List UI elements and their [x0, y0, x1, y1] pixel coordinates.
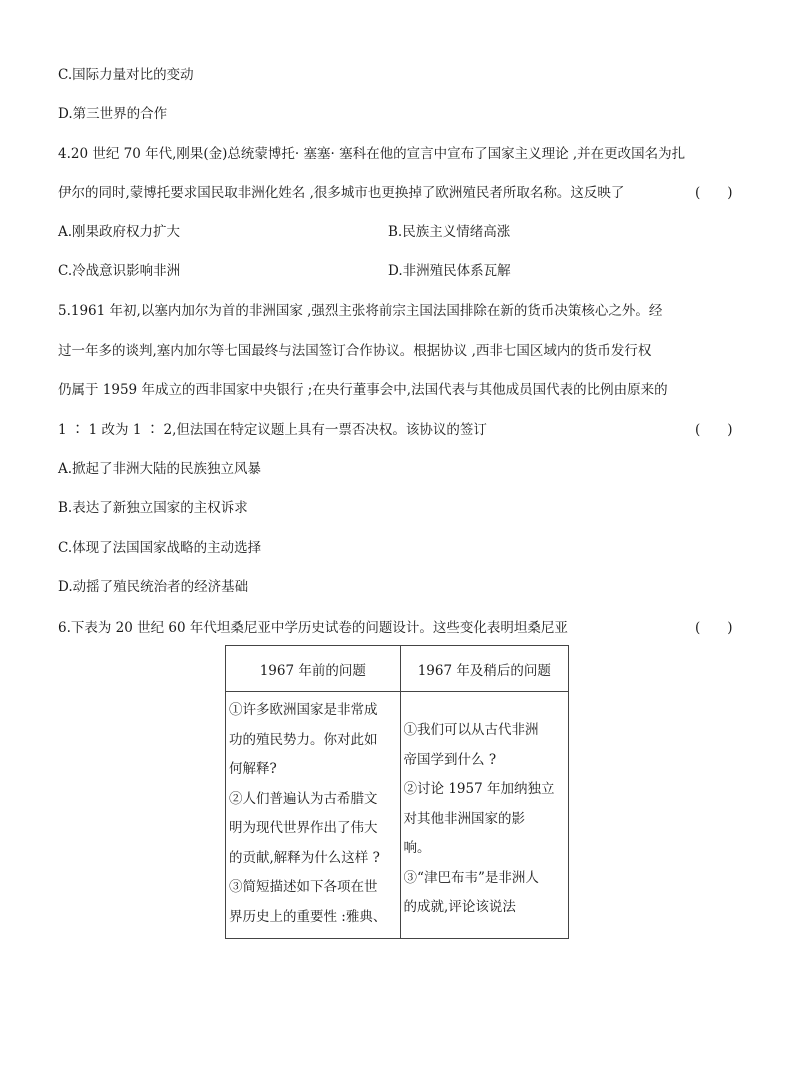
cell-line: 帝国学到什么 ? [403, 751, 497, 768]
cell-line: 功的殖民势力。你对此如 [229, 731, 378, 748]
cell-line: ③简短描述如下各项在世 [229, 879, 378, 895]
q3-option-c: C.国际力量对比的变动 [58, 67, 194, 83]
table-cell-before-1967 [226, 692, 401, 939]
cell-line: 响。 [403, 840, 431, 856]
q4-answer-paren: ( ) [695, 185, 733, 201]
table-row [226, 692, 569, 939]
cell-line: ②讨论 1957 年加纳独立 [403, 781, 555, 797]
table-header-row [226, 646, 569, 692]
q4-stem-line-1: 4.20 世纪 70 年代,刚果(金)总统蒙博托· 塞塞· 塞科在他的宣言中宣布了国家主义理论 ,并在更改国名为扎 [58, 146, 686, 162]
q4-stem-line-2: 伊尔的同时,蒙博托要求国民取非洲化姓名 ,很多城市也更换掉了欧洲殖民者所取名称。这反映了 [58, 185, 625, 201]
q6-comparison-table [225, 645, 569, 939]
q5-option-b: B.表达了新独立国家的主权诉求 [58, 500, 248, 516]
q6-answer-paren: ( ) [695, 620, 733, 636]
q5-stem-line-4: 1 ∶ 1 改为 1 ∶ 2,但法国在特定议题上具有一票否决权。该协议的签订 [58, 422, 487, 438]
q5-option-a: A.掀起了非洲大陆的民族独立风暴 [58, 461, 262, 477]
cell-line: 明为现代世界作出了伟大 [229, 820, 378, 836]
q3-option-d: D.第三世界的合作 [58, 106, 168, 122]
cell-line: ②人们普遍认为古希腊文 [229, 790, 378, 807]
cell-line: ①我们可以从古代非洲 [403, 722, 539, 738]
cell-line: 何解释? [229, 761, 277, 777]
q4-option-c: C.冷战意识影响非洲 [58, 263, 181, 279]
q5-answer-paren: ( ) [695, 422, 733, 438]
cell-line: 的成就,评论该说法 [403, 899, 516, 915]
cell-line: ③“津巴布韦”是非洲人 [403, 869, 539, 886]
table-header-before-1967: 1967 年前的问题 [226, 646, 401, 692]
q4-option-b: B.民族主义情绪高涨 [388, 224, 511, 240]
q5-stem-line-3: 仍属于 1959 年成立的西非国家中央银行 ;在央行董事会中,法国代表与其他成员国代表的比例由原来的 [58, 382, 668, 398]
q5-stem-line-1: 5.1961 年初,以塞内加尔为首的非洲国家 ,强烈主张将前宗主国法国排除在新的货币决策核心之外。经 [58, 303, 663, 319]
q5-option-c: C.体现了法国国家战略的主动选择 [58, 540, 262, 556]
table-header-after-1967: 1967 年及稍后的问题 [400, 646, 568, 692]
q4-option-a: A.刚果政府权力扩大 [58, 224, 181, 240]
q5-option-d: D.动摇了殖民统治者的经济基础 [58, 579, 249, 595]
q4-option-d: D.非洲殖民体系瓦解 [388, 263, 511, 279]
table-cell-after-1967 [400, 692, 568, 939]
q6-stem: 6.下表为 20 世纪 60 年代坦桑尼亚中学历史试卷的问题设计。这些变化表明坦桑尼亚 [58, 620, 568, 636]
q5-stem-line-2: 过一年多的谈判,塞内加尔等七国最终与法国签订合作协议。根据协议 ,西非七国区域内的货币发行权 [58, 343, 652, 359]
cell-line: ①许多欧洲国家是非常成 [229, 702, 378, 718]
cell-line: 界历史上的重要性 :雅典、 [229, 908, 387, 925]
cell-line: 的贡献,解释为什么这样 ? [229, 849, 380, 866]
cell-line: 对其他非洲国家的影 [403, 810, 526, 827]
